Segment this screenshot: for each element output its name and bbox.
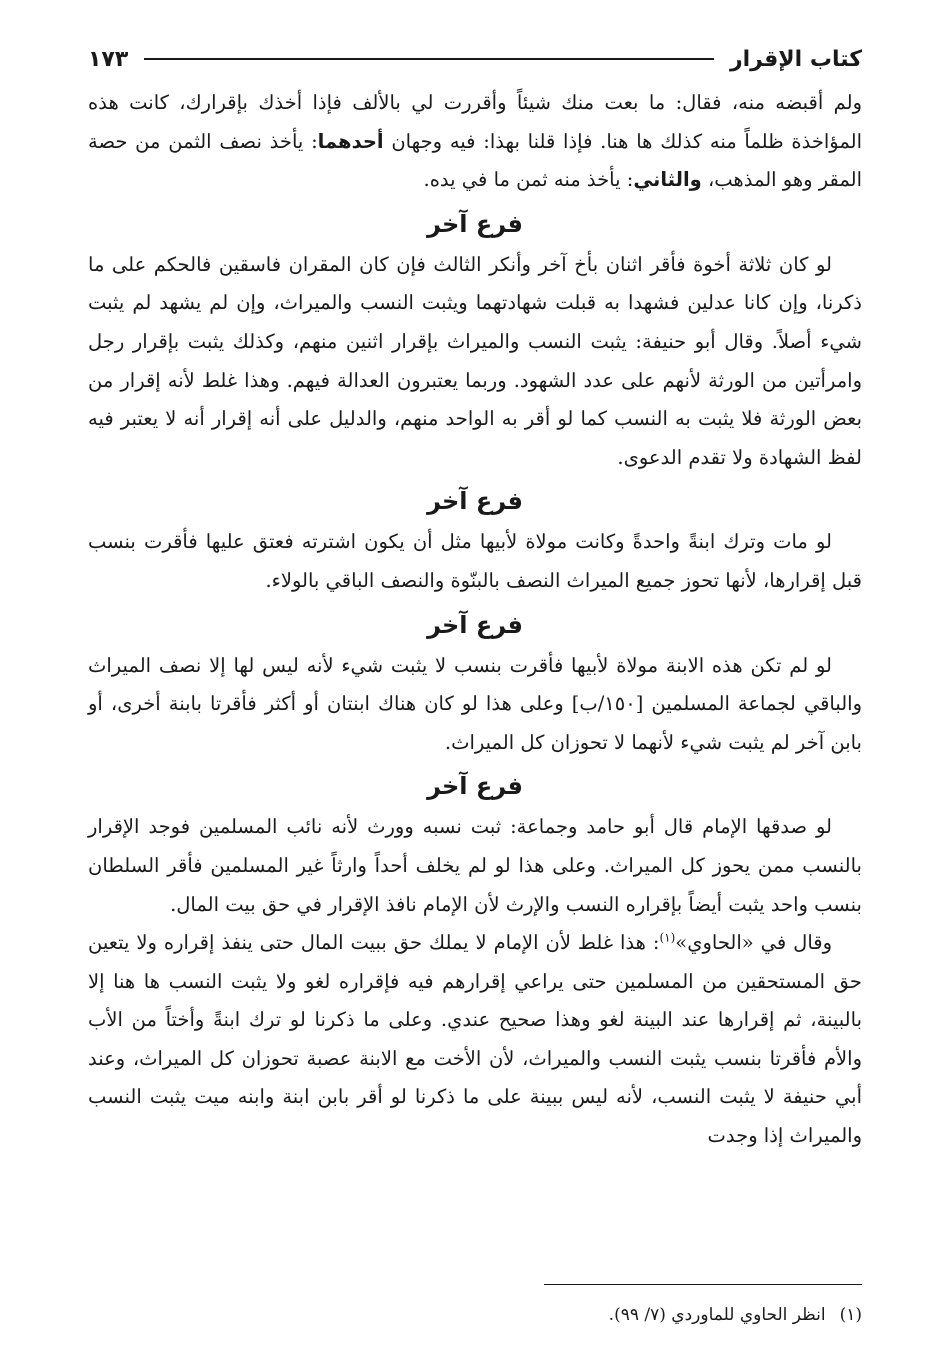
text-run: : يأخذ منه ثمن ما في يده.	[423, 168, 634, 192]
page-number: ١٧٣	[88, 46, 129, 72]
paragraph-3: لو مات وترك ابنةً واحدةً وكانت مولاة لأبيها مثل أن يكون اشترته فعتق عليها فأقرت بنسب قبل إقرارها، لأنها تحوز جميع الميراث النصف بالبنّوة والنصف الباقي بالولاء.	[88, 530, 862, 592]
section-heading: فرع آخر	[427, 487, 523, 516]
bold-term: والثاني	[633, 168, 702, 192]
text-run: ولم أقبضه منه، فقال: ما بعت منك شيئاً وأقررت لي بالألف فإذا أخذك بإقرارك، كانت هذه المؤاخذة ظلماً منه كذلك ها هنا. فإذا قلنا بهذا: فيه وجهان	[88, 91, 863, 153]
book-page	[88, 38, 862, 1350]
section-heading: فرع آخر	[427, 209, 523, 238]
footnote	[88, 1300, 862, 1330]
text-run: : يأخذ نصف الثمن من حصة المقر وهو المذهب،	[88, 129, 862, 192]
footnote-text: انظر الحاوي للماوردي (٧/ ٩٩).	[608, 1305, 826, 1325]
chapter-title: كتاب الإقرار	[729, 46, 862, 72]
text-run: وقال في «الحاوي»	[675, 931, 833, 955]
section-heading: فرع آخر	[427, 772, 523, 801]
paragraph-1	[88, 84, 862, 200]
paragraph-5: لو صدقها الإمام قال أبو حامد وجماعة: ثبت نسبه وورث لأنه نائب المسلمين فوجد الإقرار بالنسب ممن يحوز كل الميراث. وعلى هذا لو لم يخلف أحداً وارثاً غير المسلمين فأقر السلطان بنسب واحد يثبت أيضاً بإقراره النسب والإرث لأن الإمام نافذ الإقرار في حق بيت المال.	[88, 815, 862, 916]
footnote-number: (١)	[839, 1305, 862, 1325]
footnote-separator	[544, 1284, 862, 1285]
paragraph-2: لو كان ثلاثة أخوة فأقر اثنان بأخ آخر وأنكر الثالث فإن كان المقران فاسقين فالحكم على ما ذكرنا، وإن كانا عدلين فشهدا به قبلت شهادتهما ويثبت النسب والميراث، وإن لم يشهد لم يثبت شيء أصلاً. وقال أبو حنيفة: يثبت النسب والميراث بإقرار اثنين منهم، وكذلك يثبت بإقرار رجل وامرأتين من الورثة لأنهم على عدد الشهود. وربما يعتبرون العدالة فيهم. وهذا غلط لأنه إقرار من بعض الورثة فلا يثبت به النسب كما لو أقر به الواحد منهم، والدليل على أنه إقرار أنه لا يعتبر فيه لفظ الشهادة ولا تقدم الدعوى.	[88, 252, 862, 469]
bold-term: أحدهما	[317, 129, 384, 153]
paragraph-4: لو لم تكن هذه الابنة مولاة لأبيها فأقرت بنسب لا يثبت شيء لأنه ليس لها إلا نصف الميراث والباقي لجماعة المسلمين [١٥٠/ب] وعلى هذا لو كان هناك ابنتان أو أكثر فأقرتا بابنة أخرى، أو بابن آخر لم يثبت شيء لأنهما لا تحوزان كل الميراث.	[88, 653, 862, 754]
header-rule	[144, 58, 714, 60]
running-header	[88, 38, 862, 80]
text-run: : هذا غلط لأن الإمام لا يملك حق ببيت المال حتى ينفذ إقراره ولا يتعين حق المستحقين من المسلمين حتى يراعي إقرارهم فيه فإقراره لغو ولا يثبت النسب ها هنا إلا بالبينة، ثم إقرارها عند البينة لغو وهذا صحيح عندي. وعلى ما ذكرنا لو ترك ابنةً وأختاً من الأب والأم فأقرتا بنسب يثبت النسب والميراث، لأن الأخت مع الابنة عصبة تحوزان كل الميراث، وعند أبي حنيفة لا يثبت النسب، لأنه ليس ببينة على ما ذكرنا لو أقر بابن ابنة وابنه ميت يثبت النسب والميراث إذا وجدت	[88, 931, 862, 1148]
page-body	[88, 84, 862, 1156]
footnote-reference[interactable]: (١)	[659, 930, 676, 945]
paragraph-6	[88, 924, 862, 1156]
section-heading: فرع آخر	[427, 610, 523, 639]
